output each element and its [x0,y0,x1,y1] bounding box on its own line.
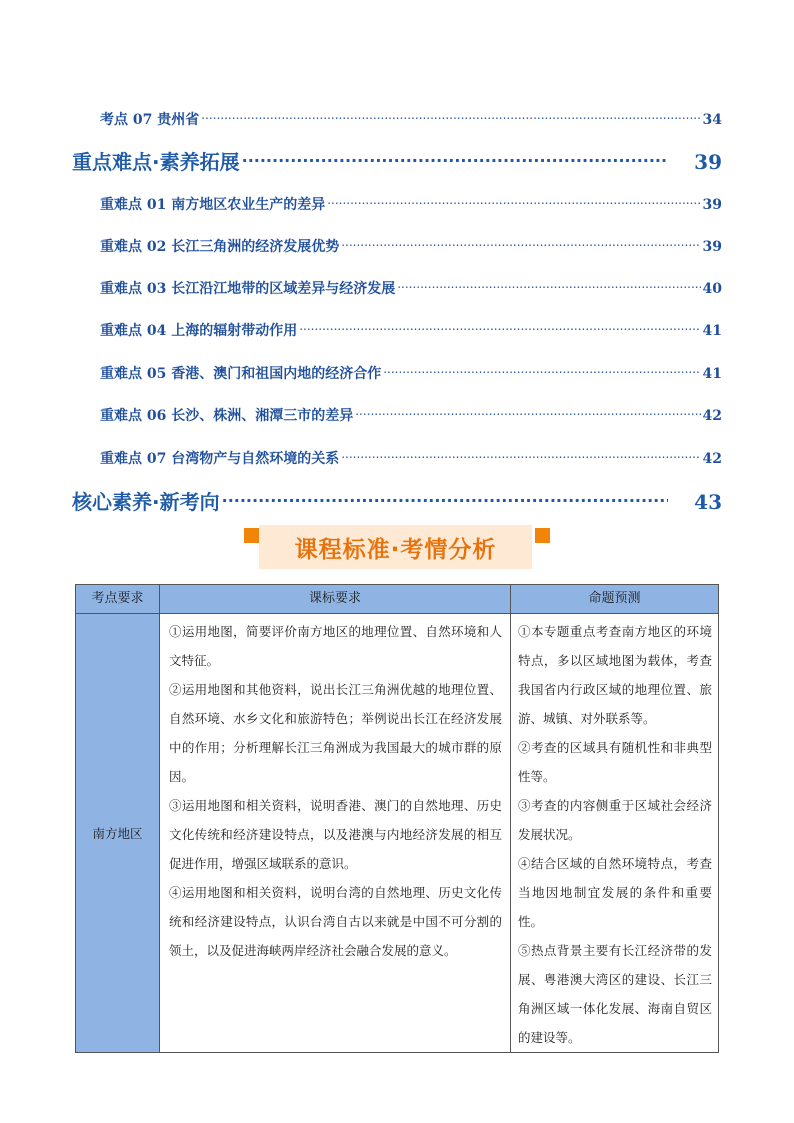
toc-section-page: 43 [694,490,722,514]
table-header-row [76,585,719,614]
predictions-cell [511,614,719,1053]
toc-entry-page: 40 [702,281,722,297]
toc-section-label: 核心素养·新考向 [72,490,220,514]
toc-entry-page: 34 [702,112,722,128]
dot-leader [341,235,700,251]
dot-leader [355,404,700,420]
toc-entry-zhongnandian-05[interactable] [100,362,722,382]
toc-entry-page: 39 [702,239,722,255]
requirement-item: ③运用地图和相关资料，说明香港、澳门的自然地理、历史文化传统和经济建设特点，以及港澳与内地经济发展的相互促进作用，增强区域联系的意识。 [169,798,502,871]
toc-entry-label: 重难点 07 台湾物产与自然环境的关系 [100,451,340,467]
toc-section-label: 重点难点·素养拓展 [72,150,240,174]
toc-entry-page: 42 [702,408,722,424]
toc-entry-label: 重难点 05 香港、澳门和祖国内地的经济合作 [100,366,382,382]
toc-entry-zhongnandian-02[interactable] [100,235,722,255]
toc-entry-zhongnandian-06[interactable] [100,404,722,424]
toc-entry-label: 重难点 04 上海的辐射带动作用 [100,323,298,339]
dot-leader [201,108,700,124]
requirement-item: ④运用地图和相关资料，说明台湾的自然地理、历史文化传统和经济建设特点，认识台湾自古以来就是中国不可分割的领土，以及促进海峡两岸经济社会融合发展的意义。 [169,885,502,958]
toc-entry-zhongnandian-04[interactable] [100,319,722,339]
dot-leader [397,277,700,293]
banner-box [259,525,532,569]
header-kebiao: 课标要求 [160,585,511,614]
dot-leader [299,319,700,335]
dot-leader [341,447,700,463]
toc-entry-page: 42 [702,451,722,467]
toc-entry-label: 重难点 06 长沙、株洲、湘潭三市的差异 [100,408,354,424]
banner-title: 课程标准·考情分析 [294,536,497,563]
toc-entry-label: 重难点 02 长江三角洲的经济发展优势 [100,239,340,255]
requirement-item: ②运用地图和其他资料，说出长江三角洲优越的地理位置、自然环境、水乡文化和旅游特色；举例说出长江在经济发展中的作用；分析理解长江三角洲成为我国最大的城市群的原因。 [169,682,502,784]
banner-left-square [244,528,259,543]
toc-entry-label: 重难点 01 南方地区农业生产的差异 [100,197,326,213]
dot-leader [383,362,700,378]
toc-entry-zhongnandian-07[interactable] [100,447,722,467]
toc-entry-page: 41 [702,323,722,339]
prediction-item: ③考查的内容侧重于区域社会经济发展状况。 [518,798,712,842]
region-cell: 南方地区 [76,614,160,1053]
toc-entry-page: 39 [702,197,722,213]
header-kaodian: 考点要求 [76,585,160,614]
prediction-item: ⑤热点背景主要有长江经济带的发展、粤港澳大湾区的建设、长江三角洲区域一体化发展、海南自贸区的建设等。 [518,943,712,1045]
toc-entry-label: 考点 07 贵州省 [100,112,200,128]
requirements-cell [160,614,511,1053]
dot-leader [242,147,669,169]
dot-leader [222,487,669,509]
toc-section-hexin-suyang[interactable] [72,486,722,514]
toc-entry-label: 重难点 03 长江沿江地带的区域差异与经济发展 [100,281,396,297]
header-yuce: 命题预测 [511,585,719,614]
dot-leader [327,193,700,209]
curriculum-table [75,584,719,1053]
toc-section-page: 39 [694,150,722,174]
prediction-item: ②考查的区域具有随机性和非典型性等。 [518,740,712,784]
table-row [76,614,719,1053]
prediction-item: ①本专题重点考查南方地区的环境特点，多以区域地图为载体，考查我国省内行政区域的地理位置、旅游、城镇、对外联系等。 [518,624,712,726]
banner-right-square [535,528,550,543]
toc-entry-zhongnandian-01[interactable] [100,193,722,213]
toc-entry-page: 41 [702,366,722,382]
toc-section-zhongdian-nandian[interactable] [72,146,722,174]
requirement-item: ①运用地图，简要评价南方地区的地理位置、自然环境和人文特征。 [169,624,502,668]
toc-entry-zhongnandian-03[interactable] [100,277,722,297]
prediction-item: ④结合区域的自然环境特点，考查当地因地制宜发展的条件和重要性。 [518,856,712,929]
section-banner [244,523,550,571]
toc-entry-kaodian-07[interactable] [100,108,722,128]
